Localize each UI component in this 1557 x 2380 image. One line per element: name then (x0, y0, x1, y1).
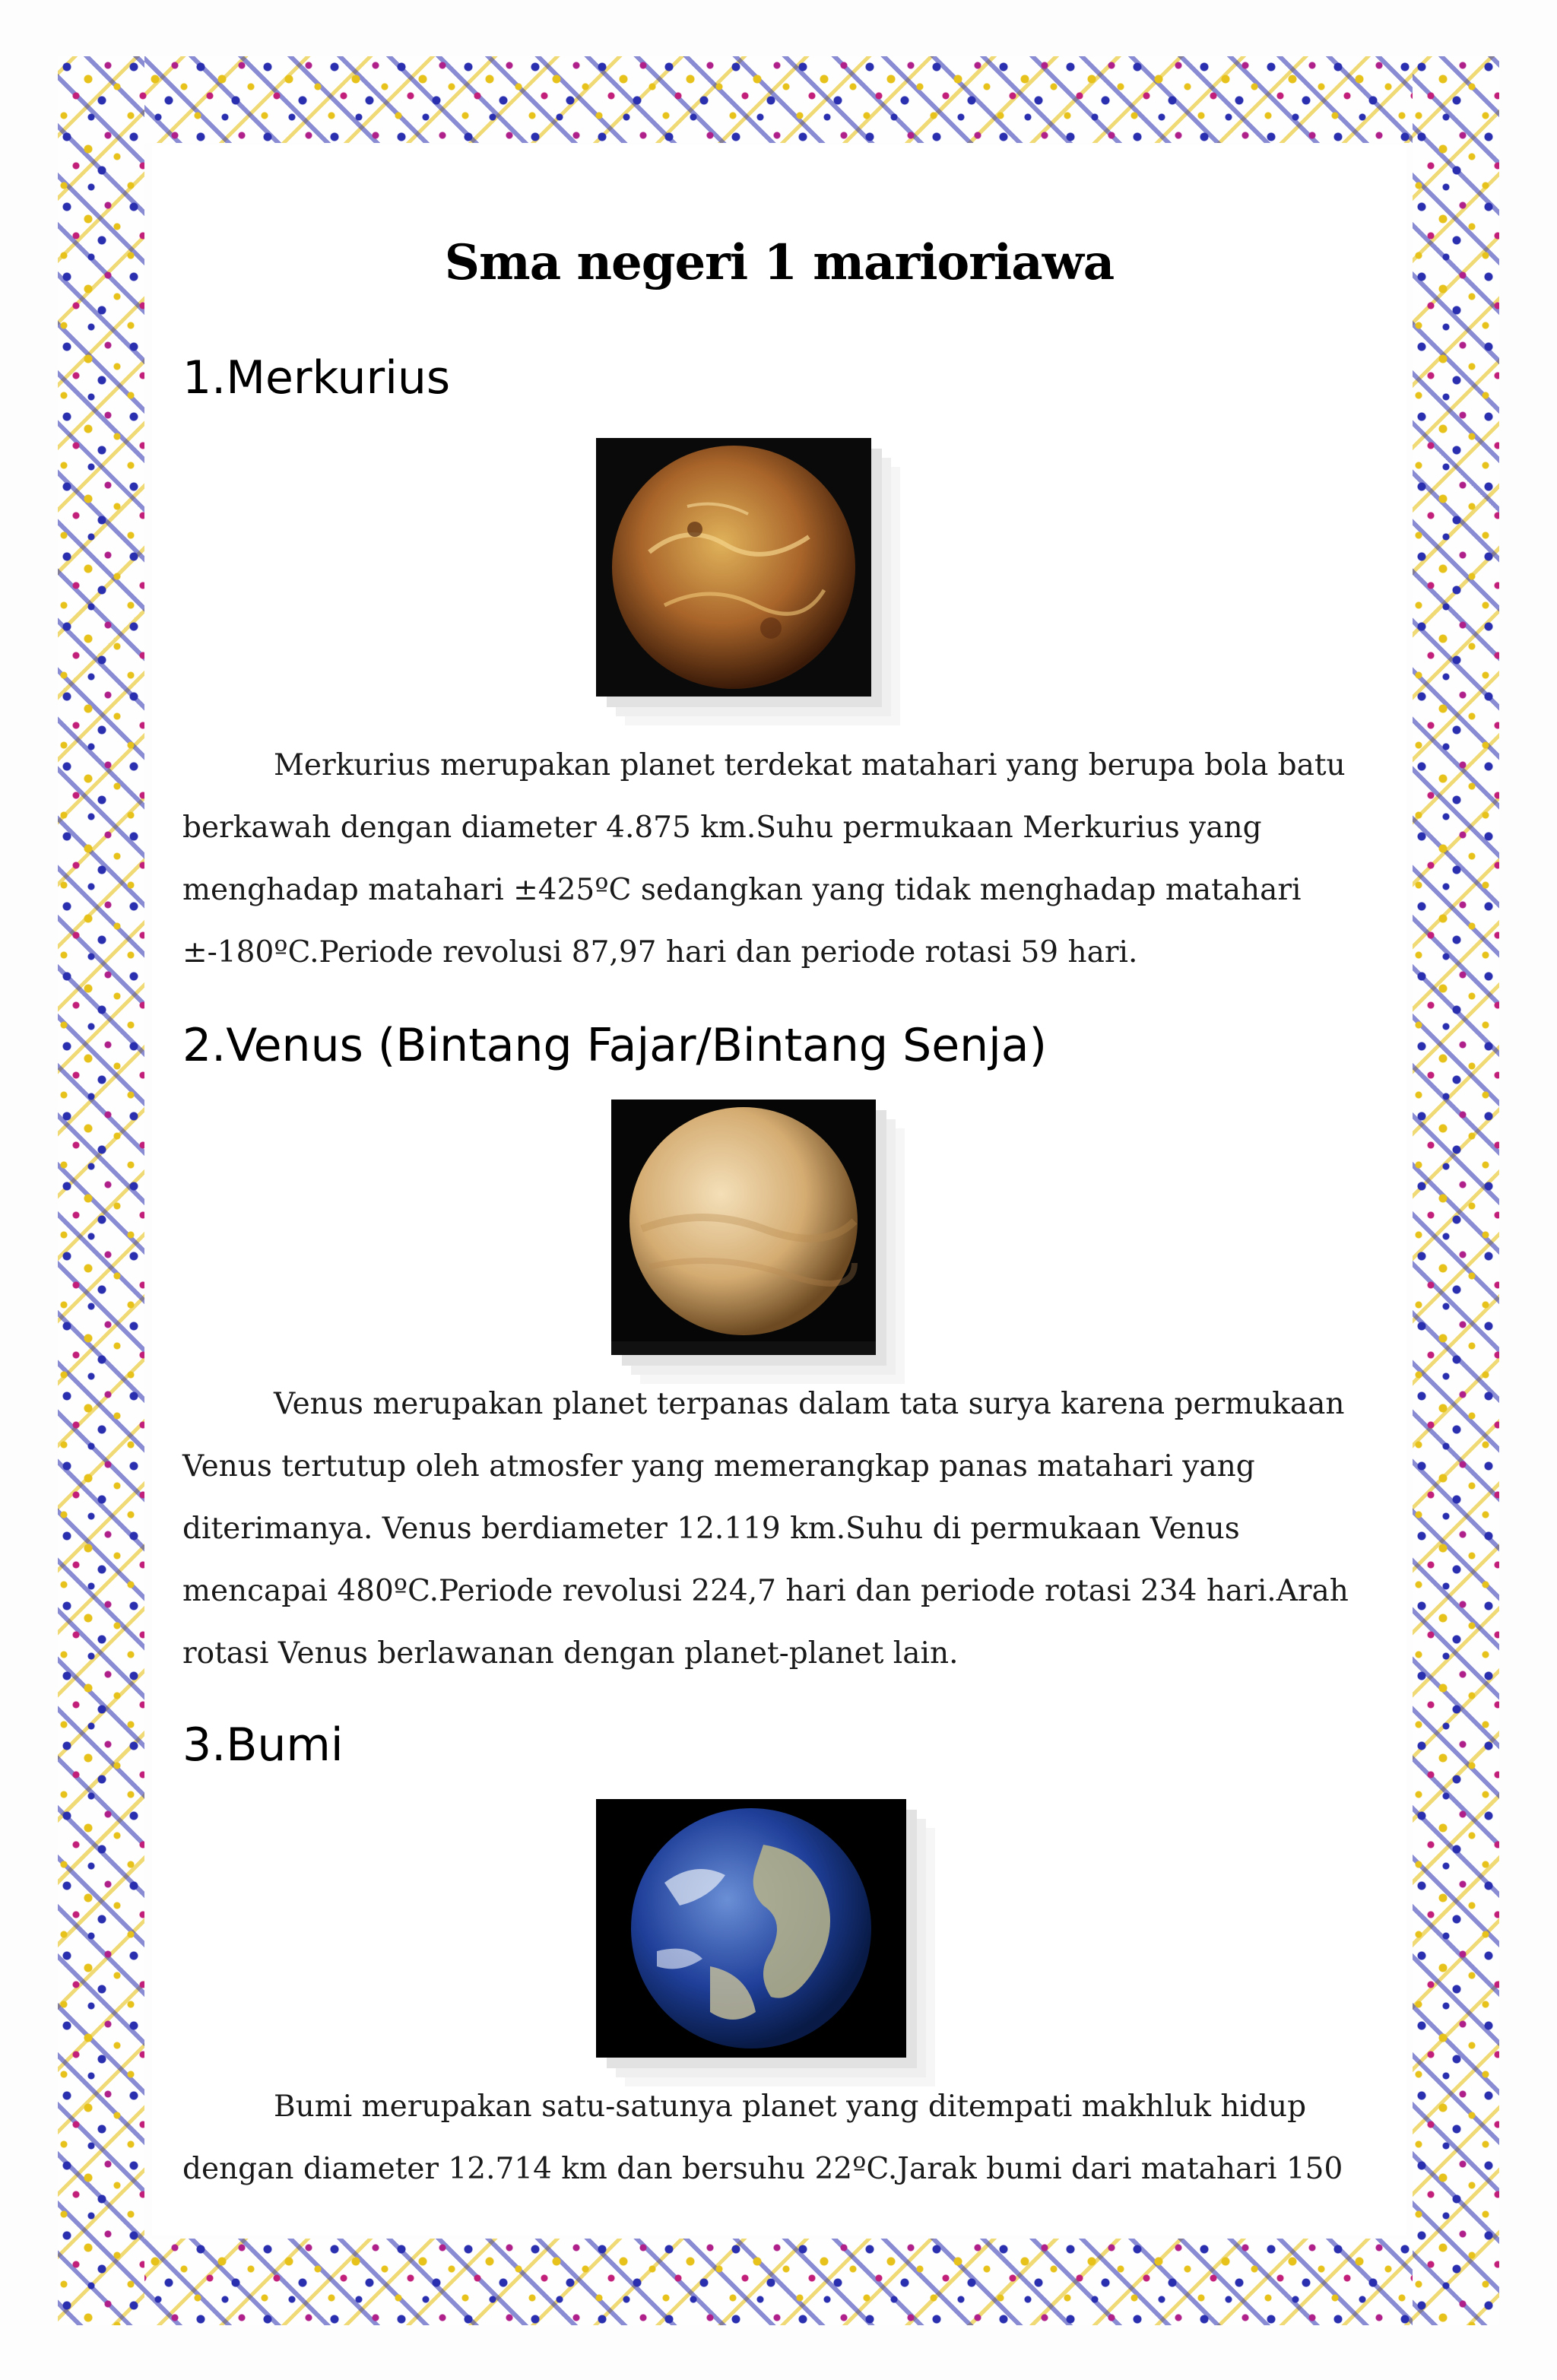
page-title: Sma negeri 1 marioriawa (444, 234, 1115, 291)
mercury-planet-photo-icon (596, 438, 871, 697)
earth-photo (596, 1799, 906, 2058)
section-paragraph-merkurius: Merkurius merupakan planet terdekat matahari yang berupa bola batu berkawah dengan diameter 4.875 km.Suhu permukaan Merkurius yang menghadap matahari ±425ºC sedangkan yang tidak menghadap matahari ±-180ºC.Periode revolusi 87,97 hari dan periode rotasi 59 hari. (182, 748, 1346, 969)
decorative-border-left (58, 56, 144, 2325)
decorative-border-top (58, 56, 1499, 143)
mercury-photo (596, 438, 871, 697)
decorative-border-right (1413, 56, 1499, 2325)
section-heading-venus: 2.Venus (Bintang Fajar/Bintang Senja) (182, 1019, 1047, 1072)
earth-planet-photo-icon (596, 1799, 906, 2058)
section-paragraph-venus: Venus merupakan planet terpanas dalam tata surya karena permukaan Venus tertutup oleh atmosfer yang memerangkap panas matahari yang diterimanya. Venus berdiameter 12.119 km.Suhu di permukaan Venus mencapai 480ºC.Periode revolusi 224,7 hari dan periode rotasi 234 hari.Arah rotasi Venus berlawanan dengan planet-planet lain. (182, 1387, 1349, 1671)
decorative-border-bottom (58, 2239, 1499, 2325)
venus-photo (611, 1100, 876, 1355)
venus-planet-photo-icon (611, 1100, 876, 1355)
page-content (152, 144, 1406, 2236)
section-paragraph-bumi: Bumi merupakan satu-satunya planet yang ditempati makhluk hidup dengan diameter 12.714 km dan bersuhu 22ºC.Jarak bumi dari matahari 150 (182, 2090, 1343, 2186)
section-heading-bumi: 3.Bumi (182, 1718, 344, 1772)
section-heading-merkurius: 1.Merkurius (182, 351, 451, 405)
